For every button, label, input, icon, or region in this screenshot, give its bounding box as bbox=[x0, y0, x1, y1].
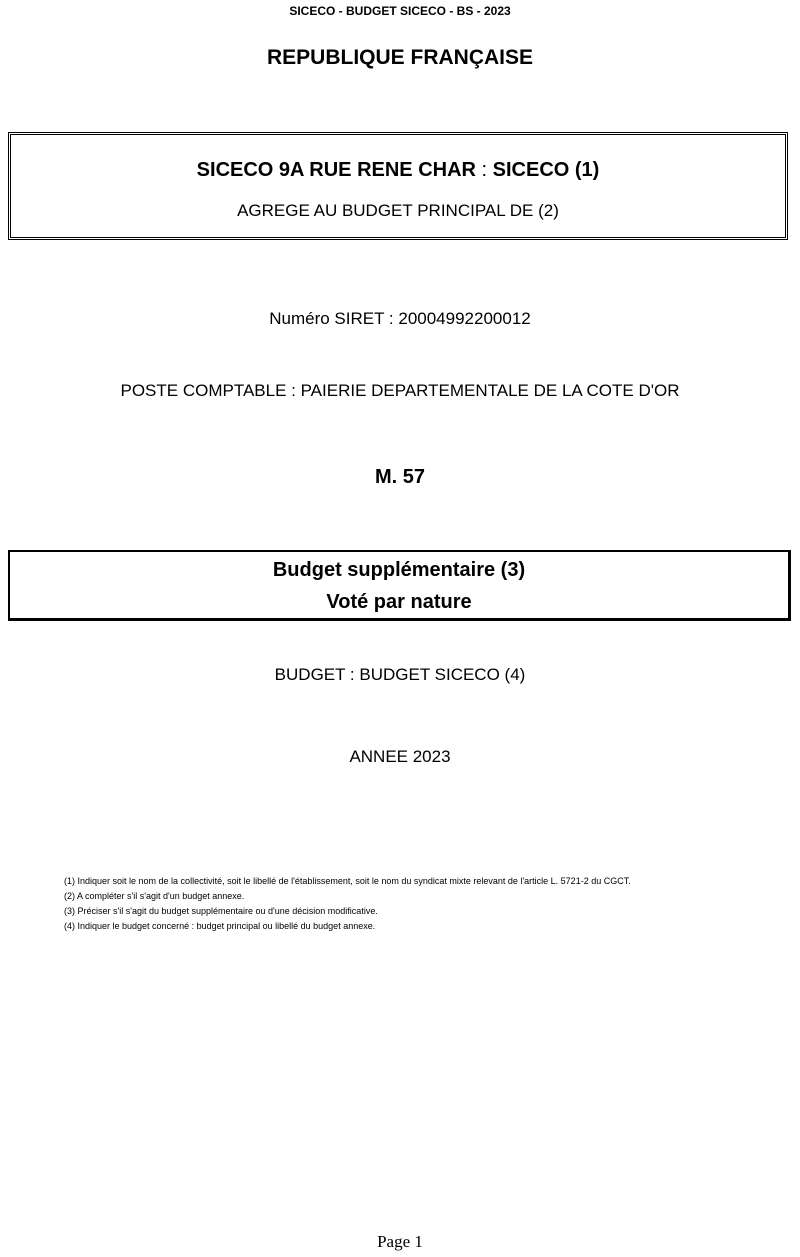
footnote-3: (3) Préciser s'il s'agit du budget supplémentaire ou d'une décision modificative. bbox=[64, 906, 378, 916]
footnotes bbox=[64, 874, 764, 934]
page-number: Page 1 bbox=[377, 1232, 423, 1251]
footnote-4: (4) Indiquer le budget concerné : budget principal ou libellé du budget annexe. bbox=[64, 921, 376, 931]
entity-box bbox=[8, 132, 788, 240]
budget-type-line1: Budget supplémentaire (3) bbox=[272, 559, 526, 581]
budget-name: BUDGET : BUDGET SICECO (4) bbox=[274, 665, 526, 684]
entity-name-line bbox=[11, 159, 785, 182]
entity-name-right: SICECO (1) bbox=[492, 159, 600, 181]
footnote-1: (1) Indiquer soit le nom de la collectivité, soit le libellé de l'établissement, soit le nom du syndicat mixte relevant de l'article L. 5721-2 du CGCT. bbox=[64, 876, 631, 886]
running-title: SICECO - BUDGET SICECO - BS - 2023 bbox=[289, 4, 511, 18]
nomenclature: M. 57 bbox=[374, 466, 426, 488]
footnote-2: (2) A compléter s'il s'agit d'un budget annexe. bbox=[64, 891, 245, 901]
entity-name-left: SICECO 9A RUE RENE CHAR bbox=[196, 159, 476, 181]
entity-separator: : bbox=[475, 159, 493, 181]
aggregate-line: AGREGE AU BUDGET PRINCIPAL DE (2) bbox=[237, 201, 559, 220]
siret-number: Numéro SIRET : 20004992200012 bbox=[269, 309, 531, 328]
budget-year: ANNEE 2023 bbox=[349, 747, 451, 766]
budget-type-box bbox=[8, 550, 791, 621]
poste-comptable: POSTE COMPTABLE : PAIERIE DEPARTEMENTALE DE LA COTE D'OR bbox=[120, 381, 680, 400]
country-heading: REPUBLIQUE FRANÇAISE bbox=[266, 46, 534, 69]
budget-type-line2: Voté par nature bbox=[326, 591, 472, 613]
